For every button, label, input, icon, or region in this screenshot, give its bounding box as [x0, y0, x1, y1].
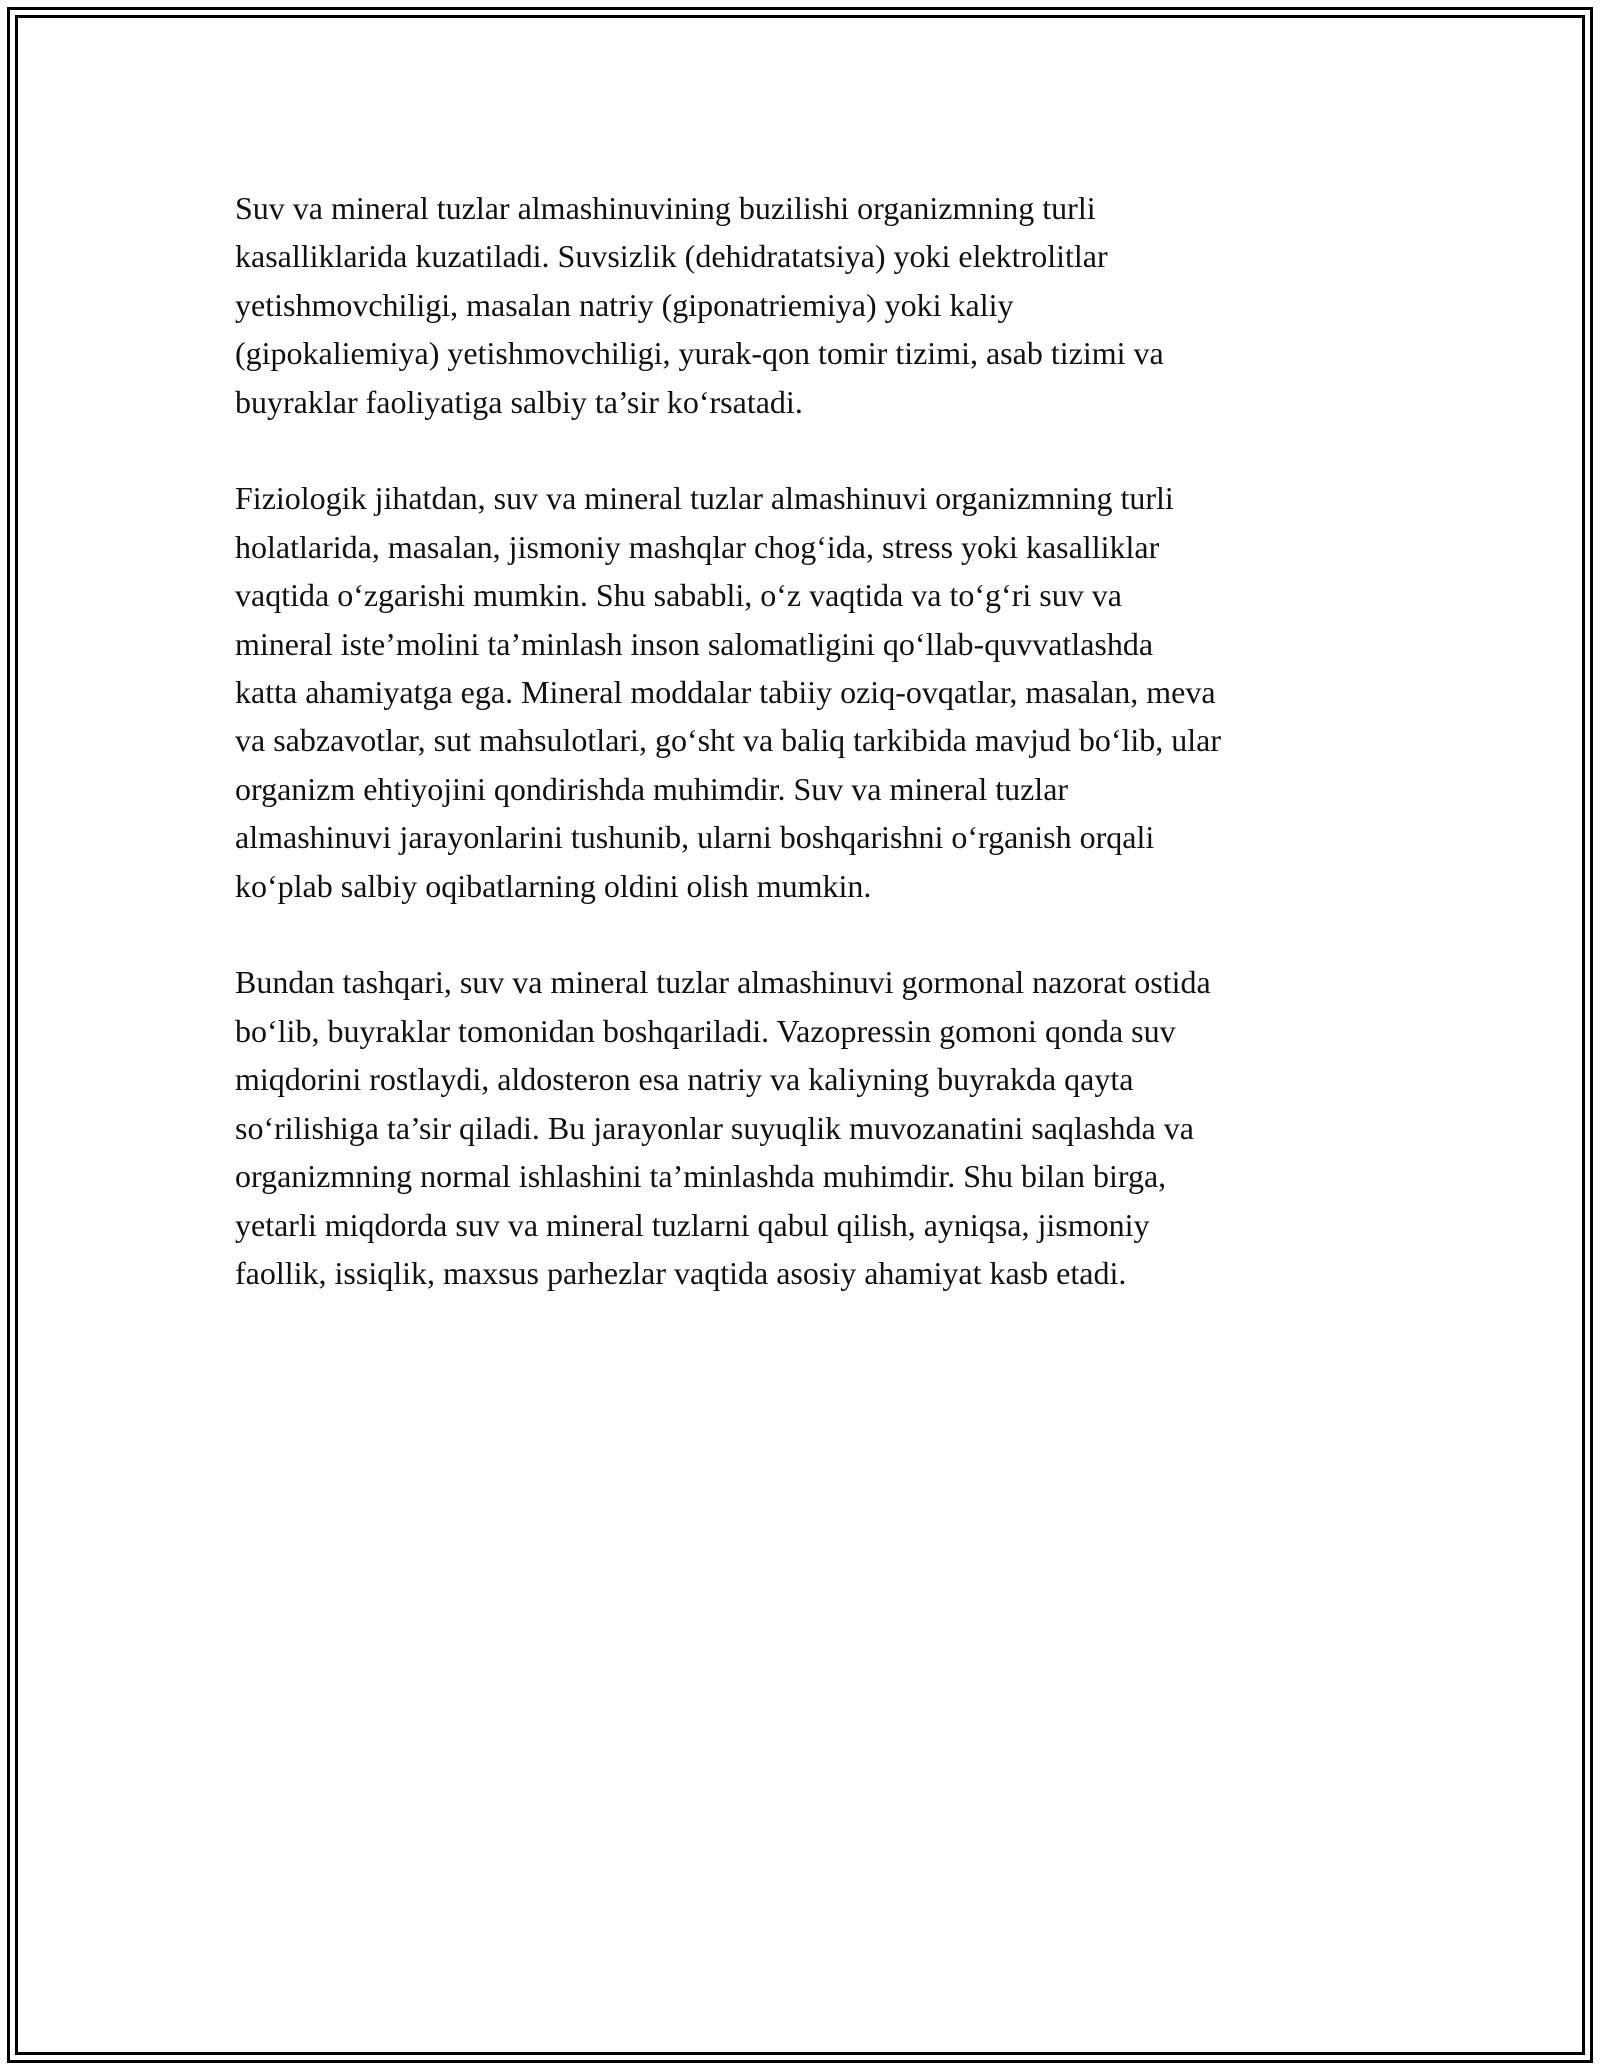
paragraph-3: Bundan tashqari, suv va mineral tuzlar almashinuvi gormonal nazorat ostida bo‘lib, buyraklar tomonidan boshqariladi. Vazopressin gomoni qonda suv miqdorini rostlaydi, aldosteron esa natriy va kaliyning buyrakda qayta so‘rilishiga ta’sir qiladi. Bu jarayonlar suyuqlik muvozanatini saqlashda va organizmning normal ishlashini ta’minlashda muhimdir. Shu bilan birga, yetarli miqdorda suv va mineral tuzlarni qabul qilish, ayniqsa, jismoniy faollik, issiqlik, maxsus parhezlar vaqtida asosiy ahamiyat kasb etadi. [235, 964, 1211, 1291]
paragraph-2: Fiziologik jihatdan, suv va mineral tuzlar almashinuvi organizmning turli holatlarida, masalan, jismoniy mashqlar chog‘ida, stress yoki kasalliklar vaqtida o‘zgarishi mumkin. Shu sababli, o‘z vaqtida va to‘g‘ri suv va mineral iste’molini ta’minlash inson salomatligini qo‘llab-quvvatlashda katta ahamiyatga ega. Mineral moddalar tabiiy oziq-ovqatlar, masalan, meva va sabzavotlar, sut mahsulotlari, go‘sht va baliq tarkibida mavjud bo‘lib, ular organizm ehtiyojini qondirishda muhimdir. Suv va mineral tuzlar almashinuvi jarayonlarini tushunib, ularni boshqarishni o‘rganish orqali ko‘plab salbiy oqibatlarning oldini olish mumkin. [235, 480, 1222, 904]
document-body [235, 184, 1375, 1346]
paragraph-1: Suv va mineral tuzlar almashinuvining buzilishi organizmning turli kasalliklarida kuzatiladi. Suvsizlik (dehidratatsiya) yoki elektrolitlar yetishmovchiligi, masalan natriy (giponatriemiya) yoki kaliy (gipokaliemiya) yetishmovchiligi, yurak-qon tomir tizimi, asab tizimi va buyraklar faoliyatiga salbiy ta’sir ko‘rsatadi. [235, 190, 1164, 420]
